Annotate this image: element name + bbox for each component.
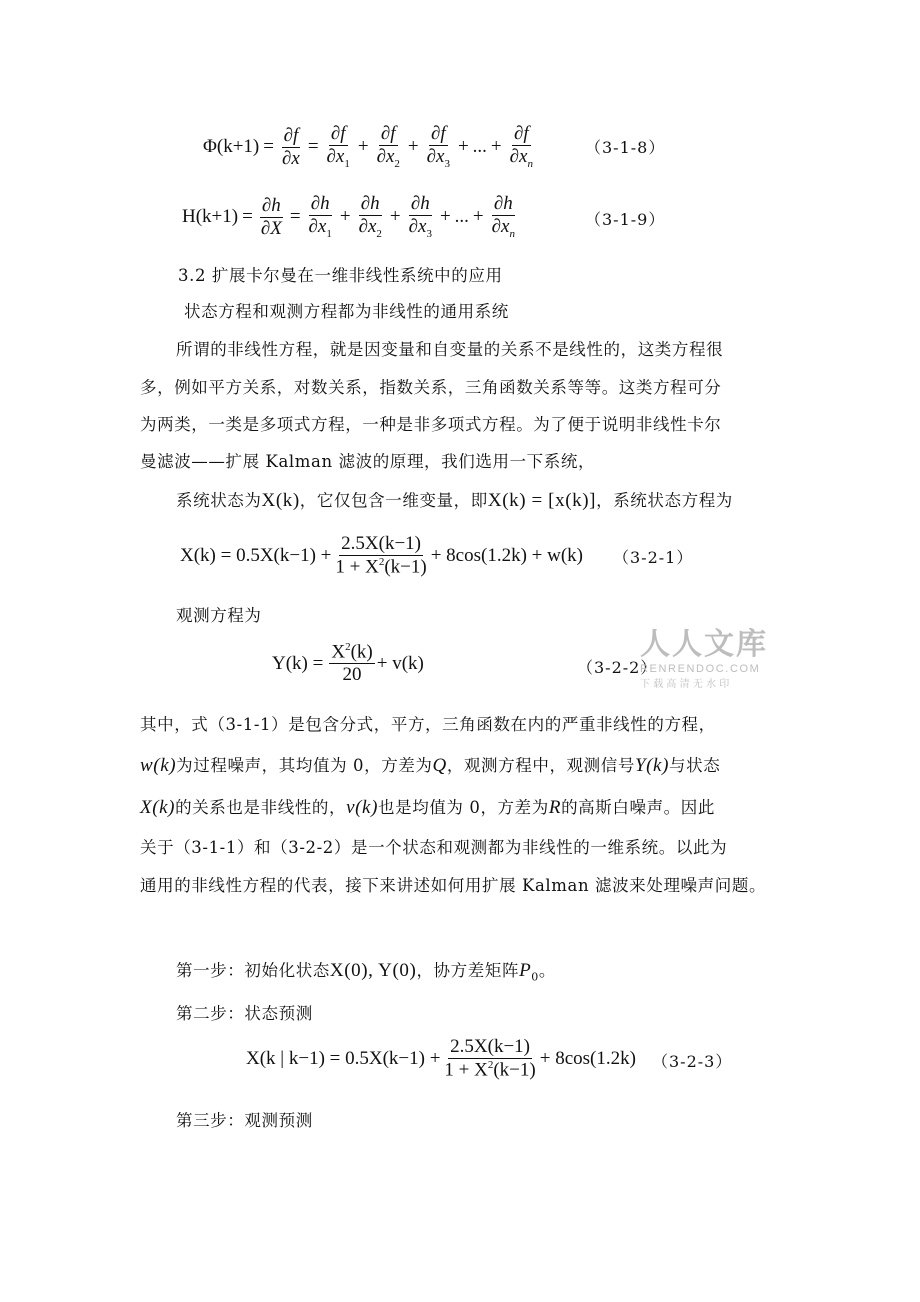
equation-label-3-2-2: （3-2-2） [577,658,658,677]
para2-line1: 其中，式（3-1-1）是包含分式，平方，三角函数在内的严重非线性的方程， [140,715,716,734]
equation-label-3-1-9: （3-1-9） [585,210,666,229]
para2-line3: X(k)的关系也是非线性的，v(k)也是均值为 0，方差为R的高斯白噪声。因此 [140,797,715,818]
para1-line2: 多，例如平方关系，对数关系，指数关系，三角函数关系等等。这类方程可分 [140,378,722,397]
para1-line1: 所谓的非线性方程，就是因变量和自变量的关系不是线性的，这类方程很 [176,340,724,359]
equation-label-3-2-1: （3-2-1） [613,548,694,567]
state-line: 系统状态为X(k)，它仅包含一维变量，即X(k) = [x(k)]，系统状态方程为 [176,490,733,511]
equation-3-2-3: X(k | k−1) = 0.5X(k−1) + $\frac{2.5X(k-1)}{1 + X^2(k-1)}$ + 8cos(1.2k) [246,1036,636,1081]
subheading: 状态方程和观测方程都为非线性的通用系统 [184,302,509,321]
section-heading: 3.2 扩展卡尔曼在一维非线性系统中的应用 [178,266,503,285]
step2-line: 第二步：状态预测 [176,1004,313,1023]
equation-label-3-2-3: （3-2-3） [652,1052,733,1071]
para1-line3: 为两类，一类是多项式方程，一种是非多项式方程。为了便于说明非线性卡尔 [140,415,722,434]
step1-line: 第一步：初始化状态X(0), Y(0)，协方差矩阵$P_0$。 [176,960,556,984]
equation-3-1-8: Φ(k+1) = $\frac{\partial f}{\partial x}$ = $\frac{\partial f}{\partial x_1}$ + $\frac{\partial f}{\partial x_2}$ + $\frac{\partial f}{\partial x_3}$ + ... + $\frac{\partial f}{\partial x_n}$ [203,123,533,170]
equation-3-1-9: H(k+1) = $\frac{\partial h}{\partial X}$ = $\frac{\partial h}{\partial x_1}$ + $\frac{\partial h}{\partial x_2}$ + $\frac{\partial h}{\partial x_3}$ + ... + $\frac{\partial h}{\partial x_n}$ [182,193,515,240]
para2-line2: w(k)为过程噪声，其均值为 0，方差为Q，观测方程中，观测信号Y(k)与状态 [140,755,721,776]
para2-line4: 关于（3-1-1）和（3-2-2）是一个状态和观测都为非线性的一维系统。以此为 [140,838,728,857]
para2-line5: 通用的非线性方程的代表，接下来讲述如何用扩展 Kalman 滤波来处理噪声问题。 [140,876,767,895]
eq-lhs: Φ(k+1) [203,136,260,158]
eq-lhs: H(k+1) [182,206,239,228]
equation-label-3-1-8: （3-1-8） [585,138,666,157]
equation-3-2-2: Y(k) = $\frac{X^2(k)}{20}$ + v(k) [272,641,424,686]
observation-title: 观测方程为 [176,606,262,625]
equation-3-2-1: X(k) = 0.5X(k−1) + $\frac{2.5X(k-1)}{1 + X^2(k-1)}$ + 8cos(1.2k) + w(k) [180,533,584,578]
step3-line: 第三步：观测预测 [176,1111,313,1130]
para1-line4: 曼滤波——扩展 Kalman 滤波的原理，我们选用一下系统， [140,452,596,471]
watermark-logo: 人人文库 RENRENDOC.COM 下载高清无水印 [640,627,768,690]
